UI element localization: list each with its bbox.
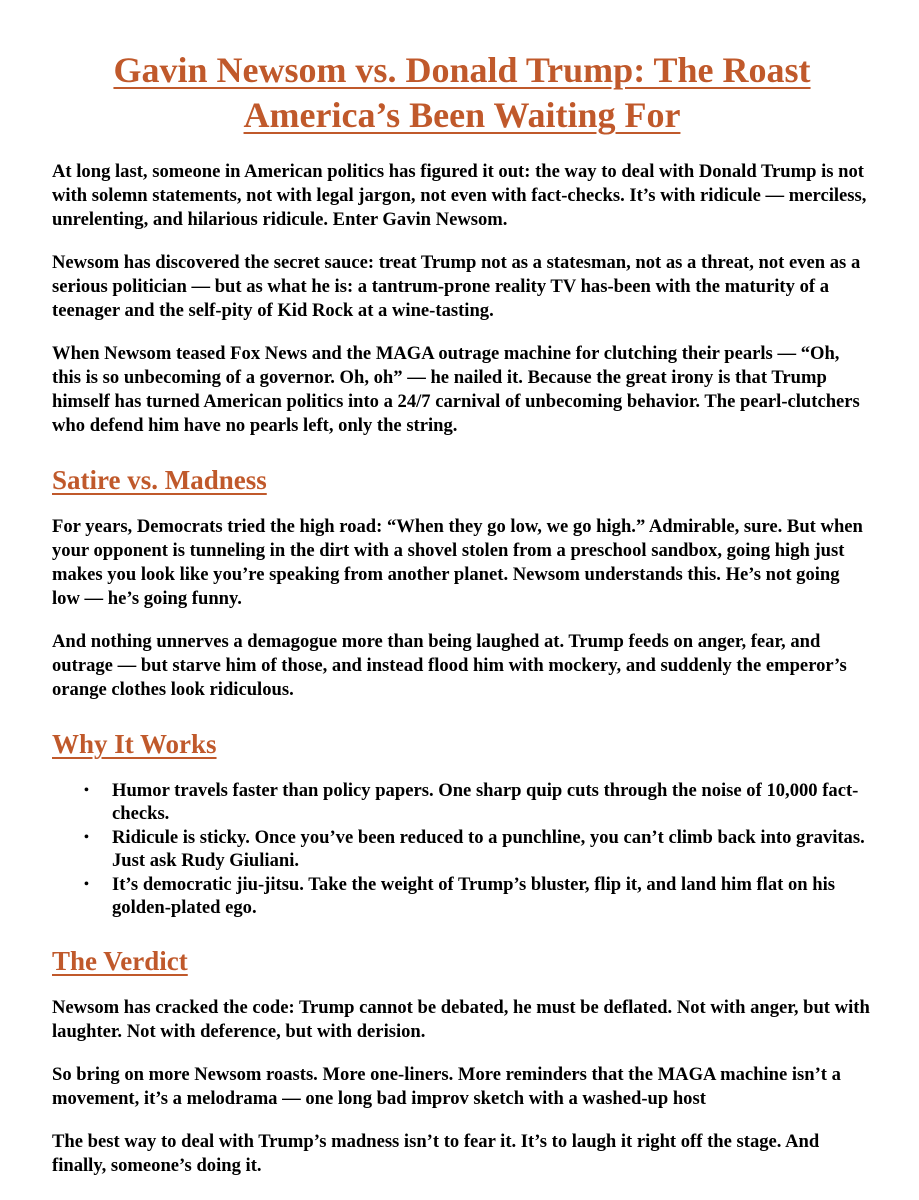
intro-paragraph: When Newsom teased Fox News and the MAGA outrage machine for clutching their pearls — “Oh, this is so unbecoming of a governor. Oh, oh” — he nailed it. Because the great irony is that Trump himself has turned American politics into a 24/7 carnival of unbecoming behavior. The pearl-clutchers who defend him have no pearls left, only the string. [52, 343, 860, 436]
section-heading-verdict: The Verdict [52, 946, 188, 976]
intro-paragraph: Newsom has discovered the secret sauce: treat Trump not as a statesman, not as a threat, not even as a serious politician — but as what he is: a tantrum-prone reality TV has-been with the maturity of a teenager and the self-pity of Kid Rock at a wine-tasting. [52, 252, 861, 321]
section-heading-why-it-works: Why It Works [52, 729, 217, 759]
satire-paragraph: And nothing unnerves a demagogue more than being laughed at. Trump feeds on anger, fear, and outrage — but starve him of those, and instead flood him with mockery, and suddenly the emperor’s orange clothes look ridiculous. [52, 631, 847, 700]
list-item-text: Ridicule is sticky. Once you’ve been reduced to a punchline, you can’t climb back into gravitas. Just ask Rudy Giuliani. [112, 827, 865, 871]
satire-paragraph: For years, Democrats tried the high road: “When they go low, we go high.” Admirable, sure. But when your opponent is tunneling in the dirt with a shovel stolen from a preschool sandbox, going high just makes you look like you’re speaking from another planet. Newsom understands this. He’s not going low — he’s going funny. [52, 516, 863, 609]
why-it-works-list [52, 779, 872, 919]
verdict-paragraph: Newsom has cracked the code: Trump cannot be debated, he must be deflated. Not with anger, but with laughter. Not with deference, but with derision. [52, 997, 870, 1042]
document-page [52, 48, 872, 1197]
bullet-icon: • [84, 783, 89, 798]
article-title: Gavin Newsom vs. Donald Trump: The Roast America’s Been Waiting For [113, 50, 811, 135]
list-item [84, 873, 872, 919]
intro-paragraph: At long last, someone in American politics has figured it out: the way to deal with Donald Trump is not with solemn statements, not with legal jargon, not even with fact-checks. It’s with ridicule — merciless, unrelenting, and hilarious ridicule. Enter Gavin Newsom. [52, 161, 867, 230]
list-item [84, 779, 872, 825]
verdict-paragraph: The best way to deal with Trump’s madness isn’t to fear it. It’s to laugh it right off the stage. And finally, someone’s doing it. [52, 1131, 820, 1176]
bullet-icon: • [84, 830, 89, 845]
list-item-text: Humor travels faster than policy papers. One sharp quip cuts through the noise of 10,000 fact-checks. [112, 780, 859, 824]
section-heading-satire: Satire vs. Madness [52, 465, 267, 495]
bullet-icon: • [84, 877, 89, 892]
list-item-text: It’s democratic jiu-jitsu. Take the weight of Trump’s bluster, flip it, and land him flat on his golden-plated ego. [112, 874, 835, 918]
verdict-paragraph: So bring on more Newsom roasts. More one-liners. More reminders that the MAGA machine isn’t a movement, it’s a melodrama — one long bad improv sketch with a washed-up host [52, 1064, 841, 1109]
list-item [84, 826, 872, 872]
